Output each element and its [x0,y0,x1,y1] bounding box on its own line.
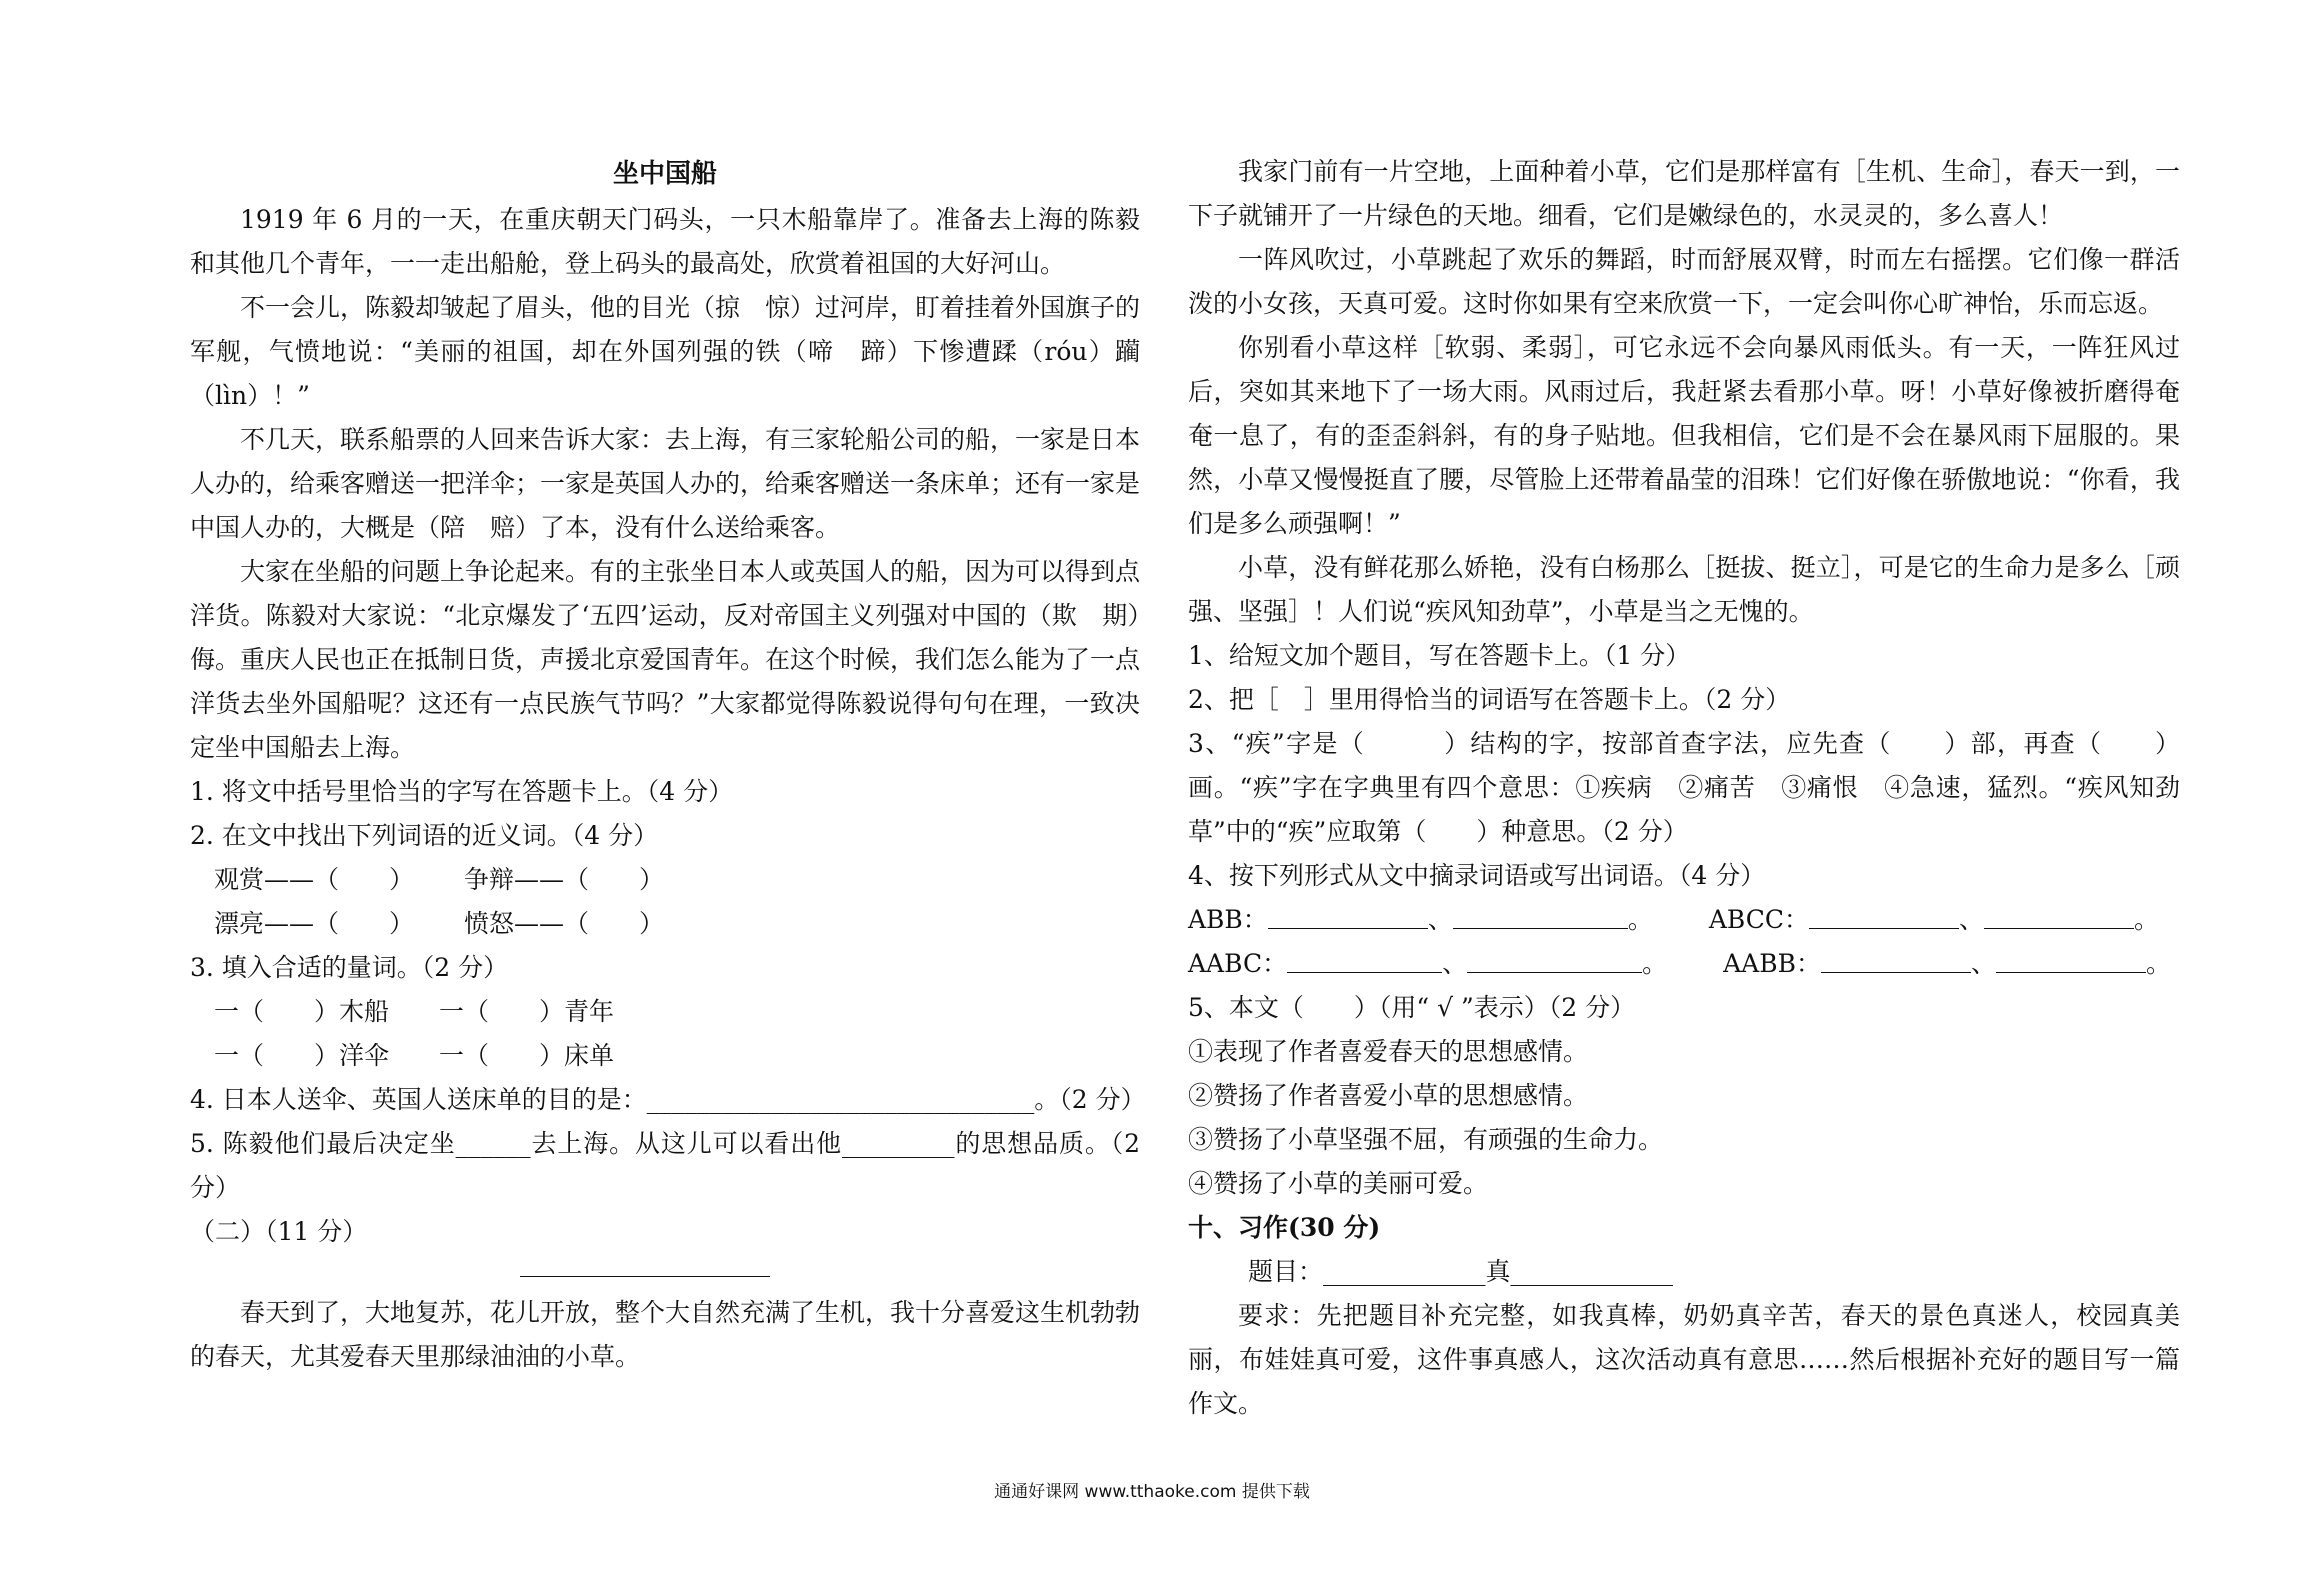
footer-source: 通通好课网 www.tthaoke.com 提供下载 [994,1482,1310,1502]
paragraph-8: 你别看小草这样［软弱、柔弱］，可它永远不会向暴风雨低头。有一天，一阵狂风过后，突如其来地下了一场大雨。风雨过后，我赶紧去看那小草。呀！小草好像被折磨得奄奄一息了，有的歪歪斜斜，有的身子贴地。但我相信，它们是不会在暴风雨下屈服的。果然，小草又慢慢挺直了腰，尽管脸上还带着晶莹的泪珠！它们好像在骄傲地说：“你看，我们是多么顽强啊！” [1188,333,2180,538]
aabb-label: AABB： [1723,949,1821,978]
answer-blank [1996,942,2146,973]
answer-blank [1984,898,2134,929]
question-3-row-2 [190,1034,1140,1078]
aabc-row: AABC： 、 。 AABB： 、 。 [1188,942,2180,986]
title-blank-line [520,1268,770,1277]
question-1: 1. 将文中括号里恰当的字写在答题卡上。（4 分） [190,777,734,806]
question-r2: 2、把［ ］里用得恰当的词语写在答题卡上。（2 分） [1188,685,1791,714]
abcc-label: ABCC： [1708,905,1809,934]
abb-label: ABB： [1188,905,1268,934]
right-column [1188,150,2180,1426]
question-r1: 1、给短文加个题目，写在答题卡上。（1 分） [1188,641,1691,670]
measure-word-item: 一（ ）青年 [439,997,615,1026]
measure-word-item: 一（ ）洋伞 [214,1041,390,1070]
synonym-item: 观赏——（ ） [214,865,415,894]
option-1: ①表现了作者喜爱春天的思想感情。 [1188,1037,1589,1066]
question-3-row-1 [190,990,1140,1034]
option-4: ④赞扬了小草的美丽可爱。 [1188,1169,1489,1198]
answer-blank [1467,942,1642,973]
paragraph-2: 不一会儿，陈毅却皱起了眉头，他的目光（掠 惊）过河岸，盯着挂着外国旗子的军舰，气愤地说：“美丽的祖国，却在外国列强的铁（啼 蹄）下惨遭蹂（róu）躏（lìn）！” [190,293,1141,410]
question-2-row-1 [190,858,1140,902]
article-title: 坐中国船 [612,159,717,189]
paragraph-7: 一阵风吹过，小草跳起了欢乐的舞蹈，时而舒展双臂，时而左右摇摆。它们像一群活泼的小女孩，天真可爱。这时你如果有空来欣赏一下，一定会叫你心旷神怡，乐而忘返。 [1188,245,2180,318]
measure-word-item: 一（ ）木船 [214,997,390,1026]
left-column [190,150,1146,1379]
answer-blank [1821,942,1971,973]
synonym-item: 漂亮——（ ） [214,909,415,938]
paragraph-1: 1919 年 6 月的一天，在重庆朝天门码头，一只木船靠岸了。准备去上海的陈毅和其他几个青年，一一走出船舱，登上码头的最高处，欣赏着祖国的大好河山。 [190,205,1140,278]
answer-blank [1809,898,1959,929]
question-2-row-2 [190,902,1140,946]
paragraph-9: 小草，没有鲜花那么娇艳，没有白杨那么［挺拔、挺立］，可是它的生命力是多么［顽强、坚强］！人们说“疾风知劲草”，小草是当之无愧的。 [1188,553,2180,626]
question-3: 3. 填入合适的量词。（2 分） [190,953,509,982]
option-2: ②赞扬了作者喜爱小草的思想感情。 [1188,1081,1589,1110]
section-10-heading: 十、习作(30 分) [1188,1213,1381,1242]
question-r4: 4、按下列形式从文中摘录词语或写出词语。（4 分） [1188,861,1766,890]
paragraph-5: 春天到了，大地复苏，花儿开放，整个大自然充满了生机，我十分喜爱这生机勃勃的春天，尤其爱春天里那绿油油的小草。 [190,1298,1141,1371]
question-2: 2. 在文中找出下列词语的近义词。（4 分） [190,821,659,850]
paragraph-4: 大家在坐船的问题上争论起来。有的主张坐日本人或英国人的船，因为可以得到点洋货。陈毅对大家说：“北京爆发了‘五四’运动，反对帝国主义列强对中国的（欺 期）侮。重庆人民也正在抵制日货，声援北京爱国青年。在这个时候，我们怎么能为了一点洋货去坐外国船呢？这还有一点民族气节吗？”大家都觉得陈毅说得句句在理，一致决定坐中国船去上海。 [190,557,1141,762]
aabc-label: AABC： [1188,949,1288,978]
essay-topic: 题目：_____________真_____________ [1248,1257,1674,1286]
paragraph-6: 我家门前有一片空地，上面种着小草，它们是那样富有［生机、生命］，春天一到，一下子就铺开了一片绿色的天地。细看，它们是嫩绿色的，水灵灵的，多么喜人！ [1188,157,2180,230]
answer-blank [1268,898,1428,929]
answer-blank [1287,942,1442,973]
question-r5: 5、本文（ ）（用“ √ ”表示）（2 分） [1188,993,1636,1022]
option-3: ③赞扬了小草坚强不屈，有顽强的生命力。 [1188,1125,1664,1154]
question-r3: 3、“疾”字是（ ）结构的字，按部首查字法，应先查（ ）部，再查（ ）画。“疾”字在字典里有四个意思：①疾病 ②痛苦 ③痛恨 ④急速，猛烈。“疾风知劲草”中的“疾”应取第（ ）种意思。（2 分） [1188,729,2180,846]
question-5: 5. 陈毅他们最后决定坐______去上海。从这儿可以看出他_________的思想品质。（2 分） [190,1129,1140,1202]
paragraph-3: 不几天，联系船票的人回来告诉大家：去上海，有三家轮船公司的船，一家是日本人办的，给乘客赠送一把洋伞；一家是英国人办的，给乘客赠送一条床单；还有一家是中国人办的，大概是（陪 赔）了本，没有什么送给乘客。 [190,425,1141,542]
question-4: 4. 日本人送伞、英国人送床单的目的是：_______________________________。（2 分） [190,1085,1146,1114]
synonym-item: 争辩——（ ） [464,865,665,894]
part-2-heading: （二）（11 分） [190,1217,368,1246]
abb-row: ABB： 、 。 ABCC： 、 。 [1188,898,2180,942]
answer-blank [1453,898,1628,929]
synonym-item: 愤怒——（ ） [464,909,665,938]
essay-requirements: 要求：先把题目补充完整，如我真棒，奶奶真辛苦，春天的景色真迷人，校园真美丽，布娃娃真可爱，这件事真感人，这次活动真有意思……然后根据补充好的题目写一篇作文。 [1188,1301,2180,1418]
measure-word-item: 一（ ）床单 [439,1041,615,1070]
